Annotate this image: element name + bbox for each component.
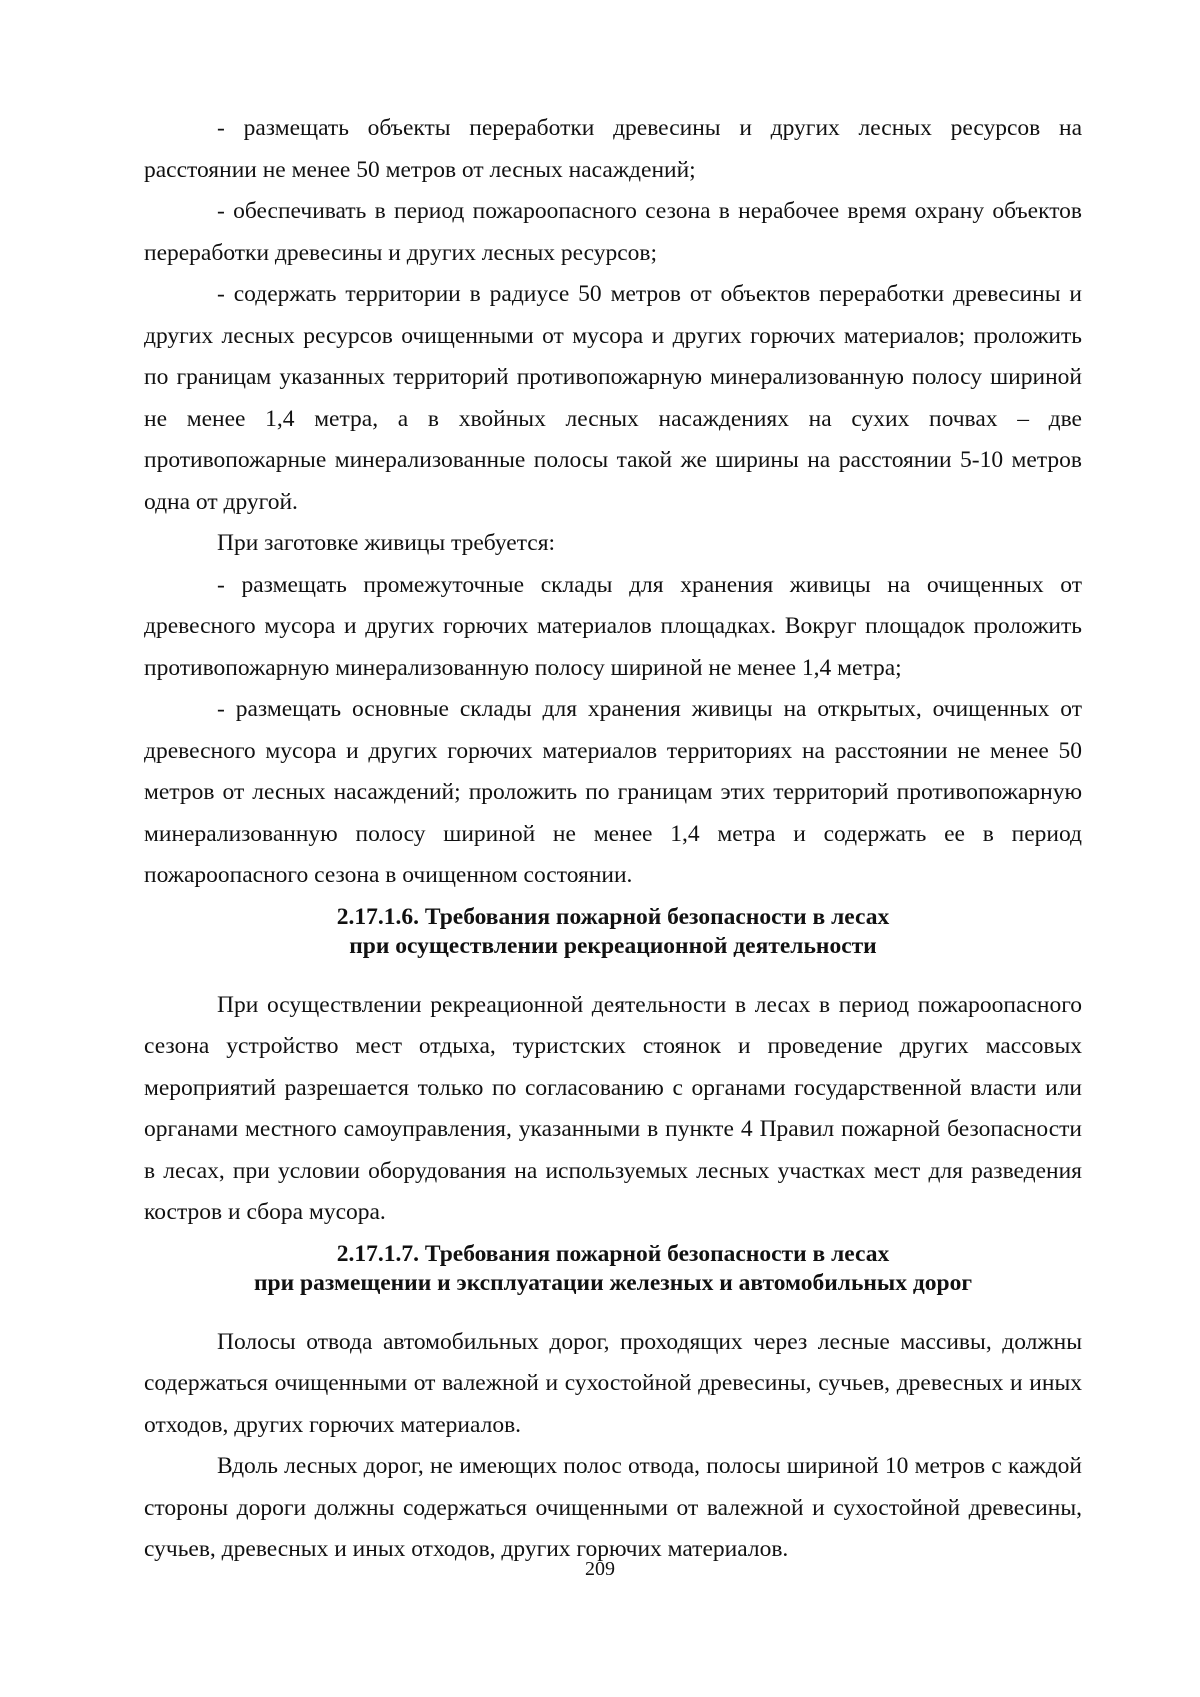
section-heading-2-17-1-6 bbox=[144, 903, 1082, 961]
paragraph-3: - содержать территории в радиусе 50 метров от объектов переработки древесины и других лесных ресурсов очищенными от мусора и других горючих материалов; проложить по границам указанных территорий противопожарную минерализованную полосу шириной не менее 1,4 метра, а в хвойных лесных насаждениях на сухих почвах – две противопожарные минерализованные полосы такой же ширины на расстоянии 5-10 метров одна от другой. bbox=[144, 281, 1082, 515]
paragraph-4: При заготовке живицы требуется: bbox=[217, 530, 556, 556]
page-number: 209 bbox=[585, 1558, 615, 1580]
section-heading-line-1: 2.17.1.6. Требования пожарной безопасности в лесах bbox=[336, 903, 890, 930]
paragraph-6: - размещать основные склады для хранения живицы на открытых, очищенных от древесного мусора и других горючих материалов территориях на расстоянии не менее 50 метров от лесных насаждений; проложить по границам этих территорий противопожарную минерализованную полосу шириной не менее 1,4 метра и содержать ее в период пожароопасного сезона в очищенном состоянии. bbox=[144, 696, 1082, 888]
paragraph-7: При осуществлении рекреационной деятельности в лесах в период пожароопасного сезона устройство мест отдыха, туристских стоянок и проведение других массовых мероприятий разрешается только по согласованию с органами государственной власти или органами местного самоуправления, указанными в пункте 4 Правил пожарной безопасности в лесах, при условии оборудования на используемых лесных участках мест для разведения костров и сбора мусора. bbox=[144, 991, 1082, 1225]
paragraph-1: - размещать объекты переработки древесины и других лесных ресурсов на расстоянии не менее 50 метров от лесных насаждений; bbox=[144, 115, 1082, 183]
paragraph-2: - обеспечивать в период пожароопасного сезона в нерабочее время охрану объектов переработки древесины и других лесных ресурсов; bbox=[144, 198, 1082, 266]
page-content bbox=[144, 108, 1082, 1571]
section-heading-line-2: при осуществлении рекреационной деятельности bbox=[349, 932, 877, 959]
section-heading-2-17-1-7 bbox=[144, 1240, 1082, 1298]
paragraph-9: Вдоль лесных дорог, не имеющих полос отвода, полосы шириной 10 метров с каждой стороны дороги должны содержаться очищенными от валежной и сухостойной древесины, сучьев, древесных и иных отходов, других горючих материалов. bbox=[144, 1453, 1082, 1562]
paragraph-8: Полосы отвода автомобильных дорог, проходящих через лесные массивы, должны содержаться очищенными от валежной и сухостойной древесины, сучьев, древесных и иных отходов, других горючих материалов. bbox=[144, 1328, 1082, 1438]
section-heading-line-2: при размещении и эксплуатации железных и автомобильных дорог bbox=[253, 1269, 973, 1296]
paragraph-5: - размещать промежуточные склады для хранения живицы на очищенных от древесного мусора и других горючих материалов площадках. Вокруг площадок проложить противопожарную минерализованную полосу шириной не менее 1,4 метра; bbox=[144, 571, 1082, 681]
section-heading-line-1: 2.17.1.7. Требования пожарной безопасности в лесах bbox=[336, 1240, 890, 1267]
